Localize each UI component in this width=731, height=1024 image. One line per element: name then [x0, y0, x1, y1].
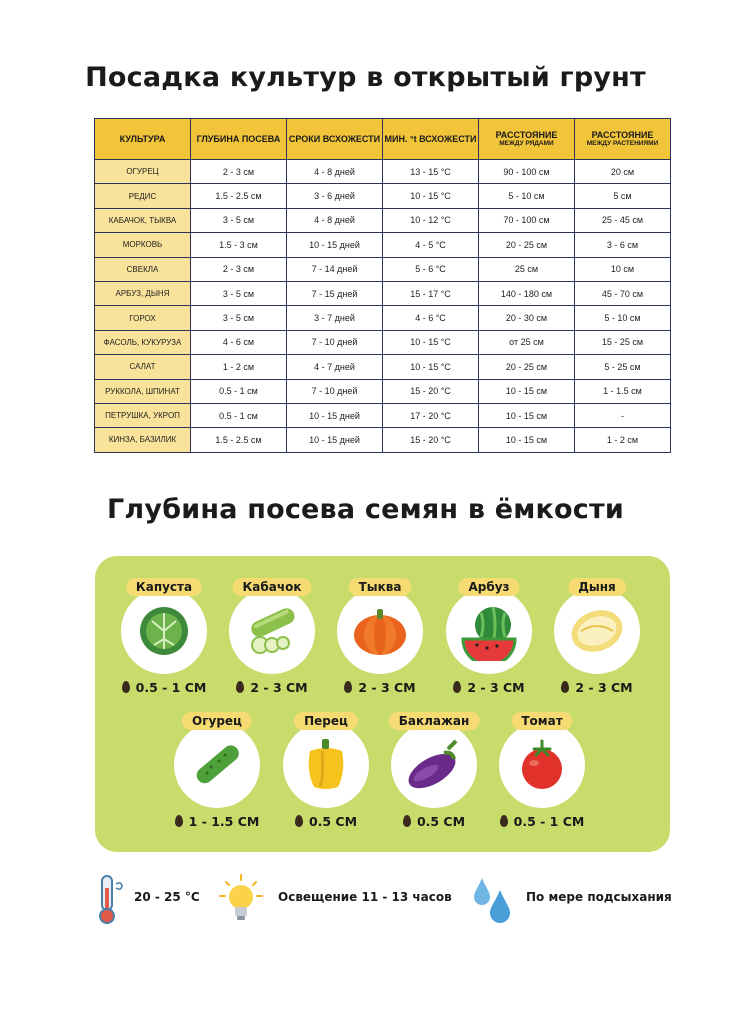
table-cell: 20 - 30 см [479, 306, 575, 330]
table-row [95, 208, 671, 232]
table-cell: 2 - 3 см [191, 160, 287, 184]
seed-depth-value: 1 - 1.5 СМ [188, 814, 260, 829]
container-item [379, 712, 489, 834]
seed-depth-value: 2 - 3 СМ [575, 680, 633, 695]
column-header-label: СРОКИ ВСХОЖЕСТИ [288, 133, 381, 144]
table-cell: 4 - 8 дней [287, 208, 383, 232]
crop-name-cell: МОРКОВЬ [95, 233, 191, 257]
table-cell: 5 - 6 °C [383, 257, 479, 281]
watermelon-icon [446, 588, 532, 674]
table-cell: 1.5 - 2.5 см [191, 184, 287, 208]
tomato-icon [499, 722, 585, 808]
table-cell: 10 - 12 °C [383, 208, 479, 232]
crop-name-cell: РУККОЛА, ШПИНАТ [95, 379, 191, 403]
vegetable-name-label: Баклажан [389, 712, 480, 730]
table-cell: 3 - 5 см [191, 306, 287, 330]
crop-name-cell: ФАСОЛЬ, КУКУРУЗА [95, 330, 191, 354]
seed-depth-value: 2 - 3 СМ [358, 680, 416, 695]
column-header-label: РАССТОЯНИЕ [591, 130, 654, 141]
table-cell: 7 - 14 дней [287, 257, 383, 281]
table-cell: 4 - 6 °C [383, 306, 479, 330]
container-item [325, 578, 435, 700]
seed-depth [434, 680, 544, 695]
light-bulb-icon [218, 874, 264, 928]
table-cell: 13 - 15 °C [383, 160, 479, 184]
watering-text: По мере подсыхания [526, 890, 672, 904]
pumpkin-icon [337, 588, 423, 674]
seed-icon [122, 681, 130, 693]
table-cell: 20 см [575, 160, 671, 184]
container-item [162, 712, 272, 834]
table-cell: 4 - 5 °C [383, 233, 479, 257]
table-cell: 3 - 6 см [575, 233, 671, 257]
table-cell: 10 - 15 дней [287, 233, 383, 257]
table-row [95, 233, 671, 257]
column-header-label: МИН. °t ВСХОЖЕСТИ [384, 133, 477, 144]
vegetable-name-label: Огурец [182, 712, 252, 730]
temperature-item [98, 872, 208, 928]
crop-name-cell: ГОРОХ [95, 306, 191, 330]
page-title-open-ground: Посадка культур в открытый грунт [85, 62, 646, 93]
crop-name-cell: АРБУЗ, ДЫНЯ [95, 281, 191, 305]
pepper-icon [283, 722, 369, 808]
table-cell: 10 - 15 °C [383, 184, 479, 208]
crop-name-cell: КАБАЧОК, ТЫКВА [95, 208, 191, 232]
seed-depth [109, 680, 219, 695]
table-cell: 3 - 6 дней [287, 184, 383, 208]
table-row [95, 160, 671, 184]
column-header [287, 119, 383, 160]
table-cell: 7 - 10 дней [287, 379, 383, 403]
column-header [95, 119, 191, 160]
container-item [217, 578, 327, 700]
table-cell: 20 - 25 см [479, 355, 575, 379]
seed-icon [236, 681, 244, 693]
seed-depth-value: 0.5 - 1 СМ [513, 814, 585, 829]
table-cell: 17 - 20 °C [383, 403, 479, 427]
seed-depth [487, 814, 597, 829]
table-cell: 10 - 15 см [479, 403, 575, 427]
table-cell: 15 - 20 °C [383, 428, 479, 452]
table-row [95, 379, 671, 403]
container-item [271, 712, 381, 834]
table-cell: 3 - 5 см [191, 208, 287, 232]
table-row [95, 403, 671, 427]
table-cell: 10 - 15 см [479, 428, 575, 452]
seed-depth [542, 680, 652, 695]
column-header [479, 119, 575, 160]
table-cell: 2 - 3 см [191, 257, 287, 281]
table-cell: - [575, 403, 671, 427]
eggplant-icon [391, 722, 477, 808]
column-header [191, 119, 287, 160]
table-cell: 70 - 100 см [479, 208, 575, 232]
table-cell: 5 - 10 см [575, 306, 671, 330]
table-row [95, 428, 671, 452]
column-header [575, 119, 671, 160]
column-header-sublabel: МЕЖДУ РЯДАМИ [499, 140, 554, 148]
seed-depth [379, 814, 489, 829]
cucumber-icon [174, 722, 260, 808]
thermometer-icon [98, 874, 124, 928]
seed-depth-value: 2 - 3 СМ [250, 680, 308, 695]
water-drops-icon [470, 876, 514, 928]
crop-name-cell: КИНЗА, БАЗИЛИК [95, 428, 191, 452]
table-cell: 3 - 7 дней [287, 306, 383, 330]
column-header-label: ГЛУБИНА ПОСЕВА [196, 133, 281, 144]
table-cell: 5 см [575, 184, 671, 208]
table-cell: 1 - 2 см [575, 428, 671, 452]
table-cell: 10 - 15 дней [287, 403, 383, 427]
table-cell: 4 - 7 дней [287, 355, 383, 379]
table-row [95, 355, 671, 379]
table-cell: 1 - 1.5 см [575, 379, 671, 403]
seed-icon [344, 681, 352, 693]
seed-depth [162, 814, 272, 829]
table-cell: 10 - 15 дней [287, 428, 383, 452]
page-title-containers: Глубина посева семян в ёмкости [107, 494, 624, 525]
table-header-row [95, 119, 671, 160]
table-cell: 25 - 45 см [575, 208, 671, 232]
table-cell: 90 - 100 см [479, 160, 575, 184]
table-cell: 10 - 15 см [479, 379, 575, 403]
container-item [487, 712, 597, 834]
table-cell: 25 см [479, 257, 575, 281]
seed-depth-value: 0.5 СМ [416, 814, 466, 829]
container-item [542, 578, 652, 700]
vegetable-name-label: Капуста [126, 578, 202, 596]
table-cell: 10 - 15 °C [383, 330, 479, 354]
table-cell: 10 - 15 °C [383, 355, 479, 379]
seed-depth [217, 680, 327, 695]
zucchini-icon [229, 588, 315, 674]
table-cell: 1 - 2 см [191, 355, 287, 379]
table-cell: 4 - 6 см [191, 330, 287, 354]
table-cell: 5 - 10 см [479, 184, 575, 208]
table-cell: 15 - 25 см [575, 330, 671, 354]
lighting-text: Освещение 11 - 13 часов [278, 890, 452, 904]
table-cell: 15 - 20 °C [383, 379, 479, 403]
lighting-item [218, 872, 452, 928]
table-cell: 0.5 - 1 см [191, 379, 287, 403]
table-cell: 7 - 15 дней [287, 281, 383, 305]
footer-conditions [0, 872, 731, 932]
table-cell: 5 - 25 см [575, 355, 671, 379]
seed-icon [453, 681, 461, 693]
container-item [434, 578, 544, 700]
seed-icon [403, 815, 411, 827]
seed-icon [500, 815, 508, 827]
watering-item [470, 872, 680, 928]
table-row [95, 330, 671, 354]
table-row [95, 184, 671, 208]
temperature-text: 20 - 25 °C [134, 890, 200, 904]
table-body [95, 160, 671, 453]
table-cell: 0.5 - 1 см [191, 403, 287, 427]
table-cell: 4 - 8 дней [287, 160, 383, 184]
column-header-sublabel: МЕЖДУ РАСТЕНИЯМИ [586, 140, 659, 148]
table-cell: 1.5 - 2.5 см [191, 428, 287, 452]
seed-icon [561, 681, 569, 693]
column-header-label: КУЛЬТУРА [119, 133, 166, 144]
seed-depth-value: 2 - 3 СМ [467, 680, 525, 695]
table-row [95, 306, 671, 330]
table-cell: 15 - 17 °C [383, 281, 479, 305]
vegetable-name-label: Перец [294, 712, 358, 730]
seed-depth-value: 0.5 - 1 СМ [135, 680, 207, 695]
table-cell: 20 - 25 см [479, 233, 575, 257]
melon-icon [554, 588, 640, 674]
table-cell: от 25 см [479, 330, 575, 354]
crop-name-cell: ОГУРЕЦ [95, 160, 191, 184]
table-cell: 45 - 70 см [575, 281, 671, 305]
vegetable-name-label: Тыква [349, 578, 412, 596]
table-row [95, 281, 671, 305]
vegetable-name-label: Дыня [568, 578, 626, 596]
table-cell: 10 см [575, 257, 671, 281]
table-row [95, 257, 671, 281]
vegetable-name-label: Кабачок [232, 578, 311, 596]
crop-name-cell: ПЕТРУШКА, УКРОП [95, 403, 191, 427]
container-item [109, 578, 219, 700]
seed-depth [271, 814, 381, 829]
planting-table [94, 118, 671, 453]
seed-depth [325, 680, 435, 695]
vegetable-name-label: Арбуз [458, 578, 519, 596]
table-cell: 7 - 10 дней [287, 330, 383, 354]
seed-icon [175, 815, 183, 827]
table-cell: 3 - 5 см [191, 281, 287, 305]
table-cell: 140 - 180 см [479, 281, 575, 305]
crop-name-cell: СВЕКЛА [95, 257, 191, 281]
crop-name-cell: САЛАТ [95, 355, 191, 379]
container-depth-panel [95, 556, 670, 852]
column-header [383, 119, 479, 160]
table-cell: 1.5 - 3 см [191, 233, 287, 257]
crop-name-cell: РЕДИС [95, 184, 191, 208]
seed-depth-value: 0.5 СМ [308, 814, 358, 829]
cabbage-icon [121, 588, 207, 674]
seed-icon [295, 815, 303, 827]
column-header-label: РАССТОЯНИЕ [495, 130, 558, 141]
vegetable-name-label: Томат [511, 712, 572, 730]
